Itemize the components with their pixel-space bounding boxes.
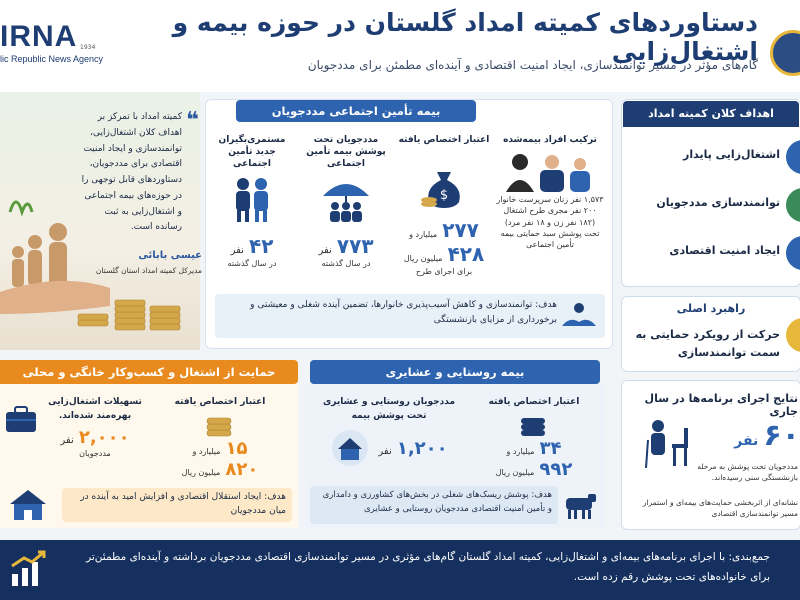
new-pensioners xyxy=(208,134,296,270)
insured-covered-unit: نفر xyxy=(318,245,332,257)
person-role: مدیرکل کمیته امداد استان گلستان xyxy=(95,266,202,275)
insurance-credit-heading: اعتبار اختصاص یافته xyxy=(398,135,490,145)
elderly-chair-icon xyxy=(642,418,692,468)
employment-goal: هدف: ایجاد استقلال اقتصادی و افزایش امید به آینده در میان مددجویان xyxy=(62,488,292,522)
results-note-2: نشانه‌ای از اثربخشی حمایت‌های بیمه‌ای و استمرار مسیر توانمندسازی اقتصادی xyxy=(642,498,798,518)
home-business-icon xyxy=(6,488,50,522)
insured-covered-note: در سال گذشته xyxy=(321,259,371,269)
rural-covered-unit: نفر xyxy=(378,445,392,457)
insurance-credit-unit-1: میلیارد و xyxy=(409,230,438,240)
livestock-icon xyxy=(560,486,600,522)
svg-text:$: $ xyxy=(439,188,449,204)
insurance-credit-value-1: ۲۷۷ xyxy=(442,218,479,243)
insured-composition-heading: ترکیب افراد بیمه‌شده xyxy=(503,135,597,145)
employment-beneficiaries-value: ۲,۰۰۰ xyxy=(78,427,130,448)
insurance-credit xyxy=(398,134,490,277)
elderly-couple-icon xyxy=(227,176,277,222)
employment-credit-value-2: ۸۲۰ xyxy=(225,459,259,481)
rural-credit-unit-2: میلیون ریال xyxy=(495,468,535,478)
insurance-goal: هدف: توانمندسازی و کاهش آسیب‌پذیری خانوارها، تضمین آینده شغلی و معیشتی و برخورداری از مزایای بازنشستگی xyxy=(215,294,605,338)
helping-hands-icon xyxy=(560,300,598,332)
insurance-title: بیمه تأمین اجتماعی مددجویان xyxy=(236,100,476,122)
rural-credit xyxy=(470,396,598,480)
results-title: نتایج اجرای برنامه‌ها در سال جاری xyxy=(644,392,798,418)
main-goals-title: اهداف کلان کمیته امداد xyxy=(623,101,799,127)
insured-line-4: تحت پوشش سبد حمایتی بیمه تأمین اجتماعی xyxy=(500,228,600,249)
employment-beneficiaries-note: مددجویان xyxy=(79,449,111,458)
new-pensioners-note: در سال گذشته xyxy=(227,259,277,269)
money-bag-icon xyxy=(419,164,469,210)
rural-credit-heading: اعتبار اختصاص یافته xyxy=(488,397,580,407)
quote-text: کمیته امداد با تمرکز بر اهداف کلان اشتغال‌زایی، توانمندسازی و ایجاد امنیت اقتصادی برای مددجویان، دستاوردهای قابل توجهی را در حوزه‌های بیمه اجتماعی و اشتغال‌زایی به ثبت رسانده است. xyxy=(81,112,182,233)
employment-credit-unit-1: میلیارد و xyxy=(192,447,221,457)
new-pensioners-unit: نفر xyxy=(230,245,244,257)
irna-year: 1934 xyxy=(80,44,96,51)
person-name: عیسی بابائی xyxy=(138,250,202,261)
employment-beneficiaries-unit: نفر xyxy=(60,435,74,446)
insured-covered-heading: مددجویان تحت پوشش بیمه تأمین اجتماعی xyxy=(306,135,386,170)
employment-credit-value-1: ۱۵ xyxy=(225,438,248,460)
rural-house-icon xyxy=(330,429,370,467)
umbrella-family-icon xyxy=(319,176,373,222)
insured-covered xyxy=(300,134,392,270)
employment-beneficiaries xyxy=(40,396,150,459)
coins-stack-icon xyxy=(205,412,235,438)
strategy-title: راهبرد اصلی xyxy=(623,298,799,320)
insured-composition xyxy=(494,134,606,250)
new-pensioners-heading: مستمری‌بگیران جدید تأمین اجتماعی xyxy=(218,135,286,170)
people-group-icon xyxy=(500,150,600,192)
rural-credit-value-1: ۳۴ xyxy=(539,438,562,460)
rural-credit-value-2: ۹۹۲ xyxy=(539,459,573,481)
briefcase-icon xyxy=(4,404,38,434)
page-title: دستاوردهای کمیته امداد گلستان در حوزه بیمه و اشتغال‌زایی xyxy=(172,8,758,66)
main-goals-panel xyxy=(621,99,800,287)
results-unit: نفر xyxy=(734,433,759,449)
page-subtitle: گام‌های مؤثر در مسیر توانمندسازی، ایجاد امنیت اقتصادی و آینده‌ای مطمئن برای مددجویان xyxy=(307,58,758,72)
results-note-1: مددجویان تحت پوشش به مرحله بازنشستگی سنی رسیده‌اند. xyxy=(697,462,798,482)
goal-item-1: اشتغال‌زایی پایدار xyxy=(682,148,780,161)
quote-icon: ❝ xyxy=(186,108,199,133)
goal-item-2: توانمندسازی مددجویان xyxy=(656,196,780,209)
rural-credit-unit-1: میلیارد و xyxy=(506,447,535,457)
strategy-text: حرکت از رویکرد حمایتی به سمت توانمندسازی xyxy=(635,328,780,359)
insured-line-3: (۱۸۲ نفر زن و ۱۸ نفر مرد) xyxy=(504,217,596,227)
insured-line-1: ۱,۵۷۳ نفر زنان سرپرست خانوار xyxy=(496,195,604,205)
rural-covered xyxy=(314,396,464,467)
insurance-credit-value-2: ۴۲۸ xyxy=(447,242,485,267)
irna-subtitle: lic Republic News Agency xyxy=(0,54,104,64)
goal-item-3: ایجاد امنیت اقتصادی xyxy=(669,244,780,257)
growth-chart-icon xyxy=(8,548,48,588)
rural-goal: هدف: پوشش ریسک‌های شغلی در بخش‌های کشاورزی و دامداری و تأمین امنیت اقتصادی مددجویان روستایی و عشایری xyxy=(310,486,558,524)
rural-covered-value: ۱,۲۰۰ xyxy=(396,437,448,459)
employment-title: حمایت از اشتغال و کسب‌وکار خانگی و محلی xyxy=(0,360,298,384)
summary-text: جمع‌بندی: با اجرای برنامه‌های بیمه‌ای و اشتغال‌زایی، کمیته امداد گلستان گام‌های مؤثری در مسیر توانمندسازی اقتصادی مددجویان برداشته و آینده‌ای مطمئن‌تر برای خانواده‌های تحت پوشش رقم زده است. xyxy=(86,551,770,583)
coins-stack-icon xyxy=(519,412,549,438)
new-pensioners-value: ۴۲ xyxy=(249,234,274,259)
employment-credit-unit-2: میلیون ریال xyxy=(181,468,221,478)
employment-credit xyxy=(150,396,290,480)
insurance-credit-note: برای اجرای طرح xyxy=(415,267,473,277)
employment-credit-heading: اعتبار اختصاص یافته xyxy=(174,397,266,407)
insured-line-2: ۲۰۰ نفر مجری طرح اشتغال xyxy=(503,206,597,216)
insurance-credit-unit-2: میلیون ریال xyxy=(403,254,443,264)
results-value: ۶۰ xyxy=(763,418,800,453)
employment-beneficiaries-heading: تسهیلات اشتغال‌زایی بهره‌مند شده‌اند. xyxy=(48,397,142,421)
insured-covered-value: ۷۷۳ xyxy=(336,234,374,259)
irna-logo: IRNA xyxy=(0,20,78,53)
rural-covered-heading: مددجویان روستایی و عشایری تحت پوشش بیمه xyxy=(322,397,456,421)
rural-title: بیمه روستایی و عشایری xyxy=(310,360,600,384)
results-figure xyxy=(695,418,800,453)
